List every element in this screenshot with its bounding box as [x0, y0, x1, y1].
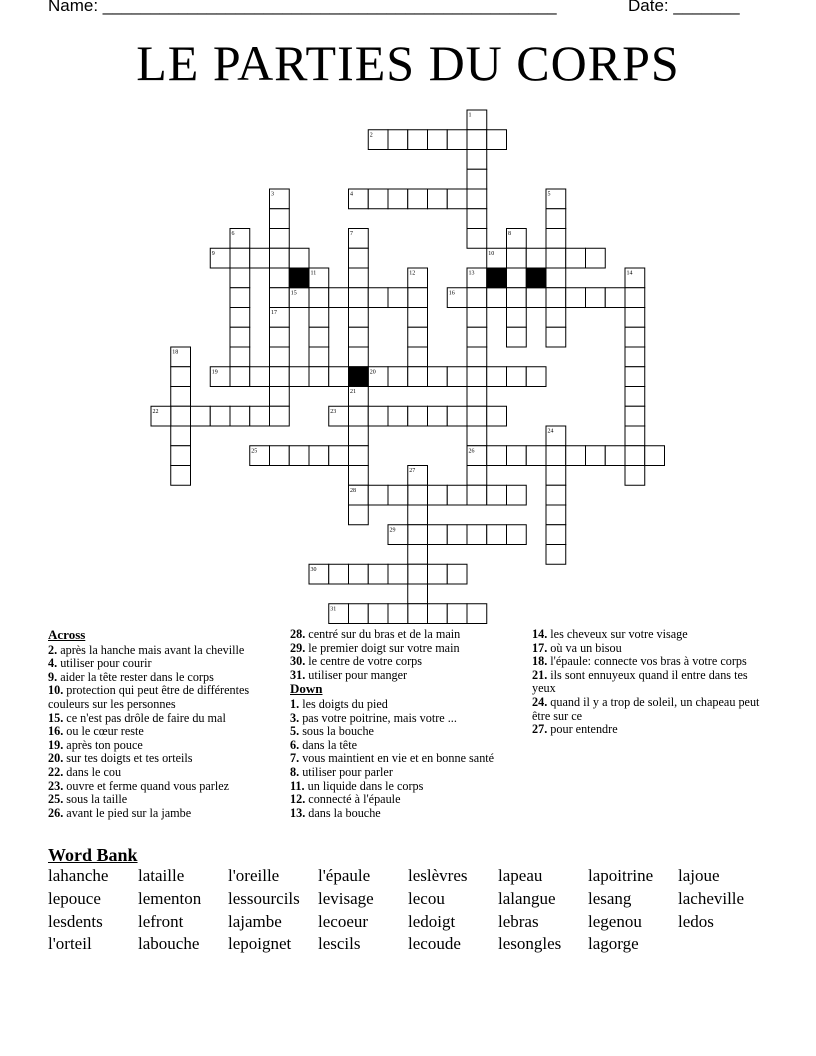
down-heading: Down — [290, 681, 323, 697]
grid-cell[interactable] — [447, 189, 467, 209]
grid-cell[interactable] — [250, 367, 270, 387]
grid-cell[interactable] — [447, 367, 467, 387]
grid-cell[interactable] — [408, 406, 428, 426]
grid-cell[interactable] — [349, 347, 369, 367]
grid-cell[interactable] — [349, 564, 369, 584]
clues-column-2 — [290, 628, 520, 820]
grid-cell[interactable] — [625, 327, 645, 347]
grid-cell[interactable] — [309, 308, 329, 328]
across-clue: 25. sous la taille — [48, 792, 128, 807]
grid-cell[interactable] — [467, 406, 487, 426]
page-title: LE PARTIES DU CORPS — [136, 35, 680, 91]
grid-cell[interactable] — [586, 288, 606, 308]
clue-number: 12 — [409, 270, 416, 277]
grid-cell[interactable] — [349, 505, 369, 525]
grid-cell[interactable] — [270, 327, 290, 347]
clue-number: 18 — [172, 349, 179, 356]
black-cell — [289, 268, 309, 288]
grid-cell[interactable] — [270, 387, 290, 407]
grid-cell[interactable] — [447, 406, 467, 426]
clue-number: 24 — [547, 428, 554, 435]
grid-cell[interactable] — [329, 564, 349, 584]
word-bank-word: lajoue — [678, 866, 720, 885]
grid-cell[interactable] — [467, 288, 487, 308]
grid-cell[interactable] — [526, 288, 546, 308]
grid-cell[interactable] — [586, 248, 606, 268]
grid-cell[interactable] — [467, 367, 487, 387]
word-bank-word: lapoitrine — [588, 866, 654, 885]
clue-number: 15 — [290, 290, 297, 297]
grid-cell[interactable] — [447, 604, 467, 624]
grid-cell[interactable] — [507, 327, 527, 347]
grid-cell[interactable] — [467, 466, 487, 486]
grid-cell[interactable] — [349, 446, 369, 466]
word-bank-word: lajambe — [228, 912, 282, 931]
grid-cell[interactable] — [270, 446, 290, 466]
grid-cell[interactable] — [526, 248, 546, 268]
clue-number: 5 — [547, 191, 551, 198]
grid-cell[interactable] — [467, 209, 487, 229]
grid-cell[interactable] — [428, 604, 448, 624]
across-clue: 29. le premier doigt sur votre main — [290, 640, 460, 655]
clue-number: 17 — [271, 310, 277, 316]
grid-cell[interactable] — [546, 229, 566, 249]
clue-number: 16 — [448, 290, 455, 297]
grid-cell[interactable] — [171, 387, 191, 407]
across-clue: 23. ouvre et ferme quand vous parlez — [48, 778, 230, 793]
grid-cell[interactable] — [507, 248, 527, 268]
across-clue: 30. le centre de votre corps — [290, 654, 422, 669]
grid-cell[interactable] — [230, 268, 250, 288]
grid-cell[interactable] — [507, 308, 527, 328]
grid-cell[interactable] — [625, 308, 645, 328]
grid-cell[interactable] — [546, 505, 566, 525]
grid-cell[interactable] — [171, 446, 191, 466]
across-clue: 9. aider la tête rester dans le corps — [48, 669, 214, 684]
across-clue: 2. après la hanche mais avant la cheville — [48, 642, 245, 657]
down-clue: 7. vous maintient en vie et en bonne santé — [290, 751, 495, 766]
grid-cell[interactable] — [349, 288, 369, 308]
down-clue: 14. les cheveux sur votre visage — [532, 627, 688, 641]
down-clue: 13. dans la bouche — [290, 805, 381, 820]
grid-cell[interactable] — [230, 308, 250, 328]
grid-cell[interactable] — [566, 288, 586, 308]
grid-cell[interactable] — [526, 446, 546, 466]
clue-number: 11 — [310, 270, 317, 277]
grid-cell[interactable] — [625, 466, 645, 486]
grid-cell[interactable] — [250, 248, 270, 268]
across-clue: 22. dans le cou — [48, 764, 122, 779]
grid-cell[interactable] — [230, 248, 250, 268]
grid-cell[interactable] — [171, 466, 191, 486]
grid-cell[interactable] — [230, 347, 250, 367]
grid-cell[interactable] — [408, 288, 428, 308]
grid-cell[interactable] — [388, 485, 408, 505]
across-clue: 20. sur tes doigts et tes orteils — [48, 751, 193, 766]
grid-cell[interactable] — [289, 446, 309, 466]
grid-cell[interactable] — [586, 446, 606, 466]
grid-cell[interactable] — [289, 248, 309, 268]
grid-cell[interactable] — [408, 189, 428, 209]
grid-cell[interactable] — [368, 288, 388, 308]
grid-cell[interactable] — [447, 525, 467, 545]
grid-cell[interactable] — [270, 347, 290, 367]
grid-cell[interactable] — [507, 367, 527, 387]
grid-cell[interactable] — [625, 406, 645, 426]
grid-cell[interactable] — [546, 268, 566, 288]
word-bank-word: lecou — [408, 889, 445, 908]
grid-cell[interactable] — [349, 327, 369, 347]
grid-cell[interactable] — [349, 406, 369, 426]
word-bank-word: lahanche — [48, 866, 109, 885]
word-bank-word: lescils — [318, 934, 361, 953]
grid-cell[interactable] — [368, 189, 388, 209]
grid-cell[interactable] — [230, 367, 250, 387]
word-bank-word: lalangue — [498, 889, 556, 908]
grid-cell[interactable] — [388, 406, 408, 426]
clue-number: 2 — [369, 132, 373, 139]
grid-cell[interactable] — [309, 347, 329, 367]
black-cell — [487, 268, 507, 288]
grid-cell[interactable] — [467, 525, 487, 545]
grid-cell[interactable] — [447, 564, 467, 584]
across-clue: 15. ce n'est pas drôle de faire du mal — [48, 710, 226, 725]
clue-number: 28 — [350, 487, 356, 494]
word-bank-word: lepouce — [48, 889, 101, 908]
grid-cell[interactable] — [467, 426, 487, 446]
grid-cell[interactable] — [270, 268, 290, 288]
grid-cell[interactable] — [408, 525, 428, 545]
word-bank-word: l'orteil — [48, 934, 92, 953]
grid-cell[interactable] — [467, 229, 487, 249]
grid-cell[interactable] — [349, 426, 369, 446]
grid-cell[interactable] — [507, 268, 527, 288]
grid-cell[interactable] — [487, 446, 507, 466]
across-clues-column-1 — [48, 628, 278, 820]
grid-cell[interactable] — [467, 347, 487, 367]
grid-cell[interactable] — [428, 525, 448, 545]
grid-cell[interactable] — [408, 584, 428, 604]
across-clue: 10. protection qui peut être de différentes couleurs sur les personnes — [48, 683, 250, 711]
word-bank-word: l'épaule — [318, 866, 371, 885]
word-bank-word: lecoude — [408, 934, 461, 953]
clue-number: 8 — [508, 231, 511, 237]
word-bank-word: labouche — [138, 934, 200, 953]
grid-cell[interactable] — [447, 130, 467, 150]
clue-number: 22 — [152, 408, 159, 415]
clue-number: 20 — [369, 369, 376, 376]
grid-cell[interactable] — [566, 446, 586, 466]
across-clue: 26. avant le pied sur la jambe — [48, 805, 192, 820]
grid-cell[interactable] — [171, 367, 191, 387]
grid-cell[interactable] — [329, 446, 349, 466]
clue-number: 31 — [330, 606, 337, 613]
word-bank-word: lepoignet — [228, 934, 292, 953]
clue-number: 10 — [488, 250, 495, 257]
grid-cell[interactable] — [428, 564, 448, 584]
grid-cell[interactable] — [408, 308, 428, 328]
grid-cell[interactable] — [546, 446, 566, 466]
grid-cell[interactable] — [625, 426, 645, 446]
word-bank-word: lacheville — [678, 889, 745, 908]
clue-number: 30 — [310, 566, 317, 573]
grid-cell[interactable] — [467, 189, 487, 209]
grid-cell[interactable] — [487, 525, 507, 545]
grid-cell[interactable] — [428, 406, 448, 426]
clue-number: 25 — [251, 448, 258, 455]
clue-number: 1 — [468, 112, 472, 119]
word-bank-word: lataille — [138, 866, 185, 885]
word-bank-word: lementon — [138, 889, 202, 908]
clue-number: 7 — [350, 231, 353, 237]
grid-cell[interactable] — [408, 505, 428, 525]
word-bank-word: ledoigt — [408, 912, 456, 931]
black-cell — [526, 268, 546, 288]
down-clue: 11. un liquide dans le corps — [290, 778, 424, 793]
grid-cell[interactable] — [270, 288, 290, 308]
grid-cell[interactable] — [428, 130, 448, 150]
across-clue: 16. ou le cœur reste — [48, 724, 144, 739]
down-clue: 1. les doigts du pied — [290, 696, 388, 711]
grid-cell[interactable] — [546, 308, 566, 328]
grid-cell[interactable] — [289, 367, 309, 387]
grid-cell[interactable] — [230, 288, 250, 308]
grid-cell[interactable] — [467, 485, 487, 505]
clue-number: 3 — [271, 191, 274, 198]
word-bank-word: lesongles — [498, 934, 562, 953]
clue-number: 13 — [468, 270, 475, 277]
grid-cell[interactable] — [309, 327, 329, 347]
grid-cell[interactable] — [625, 367, 645, 387]
word-bank-word: lecoeur — [318, 912, 369, 931]
grid-cell[interactable] — [368, 485, 388, 505]
word-bank-word: ledos — [678, 912, 714, 931]
grid-cell[interactable] — [487, 288, 507, 308]
grid-cell[interactable] — [309, 367, 329, 387]
word-bank-word: legenou — [588, 912, 642, 931]
grid-cell[interactable] — [388, 189, 408, 209]
word-bank-word: lapeau — [498, 866, 543, 885]
grid-cell[interactable] — [467, 308, 487, 328]
date-field-label: Date: _______ — [628, 0, 740, 15]
grid-cell[interactable] — [605, 446, 625, 466]
grid-cell[interactable] — [625, 288, 645, 308]
grid-cell[interactable] — [270, 229, 290, 249]
grid-cell[interactable] — [645, 446, 665, 466]
down-clue: 21. ils sont ennuyeux quand il entre dans tes yeux — [532, 667, 748, 696]
grid-cell[interactable] — [546, 485, 566, 505]
grid-cell[interactable] — [388, 367, 408, 387]
grid-cell[interactable] — [605, 288, 625, 308]
down-clue: 18. l'épaule: connecte vos bras à votre corps — [532, 654, 747, 669]
clue-number: 4 — [350, 191, 353, 198]
word-bank-word: leslèvres — [408, 866, 468, 885]
down-clue: 17. où va un bisou — [532, 640, 622, 655]
clue-number: 14 — [626, 270, 633, 277]
down-clue: 5. sous la bouche — [290, 724, 374, 739]
word-bank-word: levisage — [318, 889, 374, 908]
down-clue: 24. quand il y a trop de soleil, un chapeau peut être sur ce — [532, 694, 760, 723]
across-heading: Across — [48, 627, 86, 642]
grid-cell[interactable] — [349, 604, 369, 624]
grid-cell[interactable] — [428, 189, 448, 209]
grid-cell[interactable] — [546, 545, 566, 565]
grid-cell[interactable] — [467, 169, 487, 189]
grid-cell[interactable] — [270, 367, 290, 387]
word-bank-word: lesang — [588, 889, 632, 908]
down-clues-column-3 — [532, 628, 762, 737]
across-clue: 28. centré sur du bras et de la main — [290, 627, 461, 641]
grid-cell[interactable] — [408, 130, 428, 150]
grid-cell[interactable] — [625, 446, 645, 466]
grid-cell[interactable] — [507, 485, 527, 505]
grid-cell[interactable] — [566, 248, 586, 268]
grid-cell[interactable] — [250, 406, 270, 426]
clue-number: 19 — [211, 369, 218, 376]
black-cell — [349, 367, 369, 387]
grid-cell[interactable] — [408, 604, 428, 624]
word-bank-word: lagorge — [588, 934, 639, 953]
grid-cell[interactable] — [408, 327, 428, 347]
grid-cell[interactable] — [349, 248, 369, 268]
grid-cell[interactable] — [546, 466, 566, 486]
grid-cell[interactable] — [408, 564, 428, 584]
down-clue: 6. dans la tête — [290, 737, 358, 752]
grid-cell[interactable] — [368, 604, 388, 624]
down-clue: 3. pas votre poitrine, mais votre ... — [290, 710, 457, 725]
clue-number: 9 — [211, 250, 215, 257]
grid-cell[interactable] — [428, 367, 448, 387]
grid-cell[interactable] — [191, 406, 211, 426]
across-clue: 31. utiliser pour manger — [290, 667, 408, 682]
grid-cell[interactable] — [507, 446, 527, 466]
grid-cell[interactable] — [467, 604, 487, 624]
word-bank-word: lebras — [498, 912, 539, 931]
clue-number: 23 — [330, 408, 337, 415]
grid-cell[interactable] — [270, 209, 290, 229]
word-bank-word: lefront — [138, 912, 184, 931]
grid-cell[interactable] — [408, 545, 428, 565]
grid-cell[interactable] — [546, 327, 566, 347]
grid-cell[interactable] — [368, 564, 388, 584]
grid-cell[interactable] — [349, 308, 369, 328]
grid-cell[interactable] — [309, 446, 329, 466]
down-clue: 27. pour entendre — [532, 722, 618, 737]
down-clue: 12. connecté à l'épaule — [290, 792, 401, 807]
grid-cell[interactable] — [467, 327, 487, 347]
clue-number: 27 — [409, 468, 416, 474]
grid-cell[interactable] — [625, 347, 645, 367]
grid-cell[interactable] — [388, 604, 408, 624]
across-clue: 19. après ton pouce — [48, 737, 143, 752]
grid-cell[interactable] — [349, 268, 369, 288]
grid-cell[interactable] — [171, 406, 191, 426]
grid-cell[interactable] — [388, 130, 408, 150]
grid-cell[interactable] — [546, 209, 566, 229]
across-clue: 4. utiliser pour courir — [48, 656, 152, 671]
grid-cell[interactable] — [309, 288, 329, 308]
down-clue: 8. utiliser pour parler — [290, 764, 393, 779]
grid-cell[interactable] — [408, 485, 428, 505]
grid-cell[interactable] — [349, 466, 369, 486]
grid-cell[interactable] — [171, 426, 191, 446]
grid-cell[interactable] — [487, 367, 507, 387]
clue-number: 6 — [231, 231, 235, 237]
grid-cell[interactable] — [270, 248, 290, 268]
grid-cell[interactable] — [408, 347, 428, 367]
word-bank-title: Word Bank — [48, 845, 138, 865]
grid-cell[interactable] — [467, 150, 487, 170]
grid-cell[interactable] — [625, 387, 645, 407]
grid-cell[interactable] — [546, 248, 566, 268]
grid-cell[interactable] — [447, 485, 467, 505]
grid-cell[interactable] — [467, 387, 487, 407]
word-bank-word: lesdents — [48, 912, 103, 931]
grid-cell[interactable] — [329, 288, 349, 308]
grid-cell[interactable] — [467, 130, 487, 150]
word-bank-word: l'oreille — [228, 866, 280, 885]
grid-cell[interactable] — [408, 367, 428, 387]
grid-cell[interactable] — [388, 288, 408, 308]
grid-cell[interactable] — [507, 288, 527, 308]
grid-cell[interactable] — [329, 367, 349, 387]
clue-number: 26 — [468, 448, 475, 455]
grid-cell[interactable] — [546, 288, 566, 308]
grid-cell[interactable] — [487, 485, 507, 505]
grid-cell[interactable] — [388, 564, 408, 584]
grid-cell[interactable] — [270, 406, 290, 426]
grid-cell[interactable] — [487, 130, 507, 150]
grid-cell[interactable] — [507, 525, 527, 545]
grid-cell[interactable] — [368, 406, 388, 426]
grid-cell[interactable] — [487, 406, 507, 426]
name-field-label: Name: ________________________________________________ — [48, 0, 557, 15]
grid-cell[interactable] — [210, 406, 230, 426]
grid-cell[interactable] — [230, 327, 250, 347]
grid-cell[interactable] — [526, 367, 546, 387]
grid-cell[interactable] — [428, 485, 448, 505]
grid-cell[interactable] — [230, 406, 250, 426]
grid-cell[interactable] — [546, 525, 566, 545]
word-bank-word: lessourcils — [228, 889, 300, 908]
clue-number: 21 — [350, 389, 356, 395]
clue-number: 29 — [389, 527, 396, 534]
